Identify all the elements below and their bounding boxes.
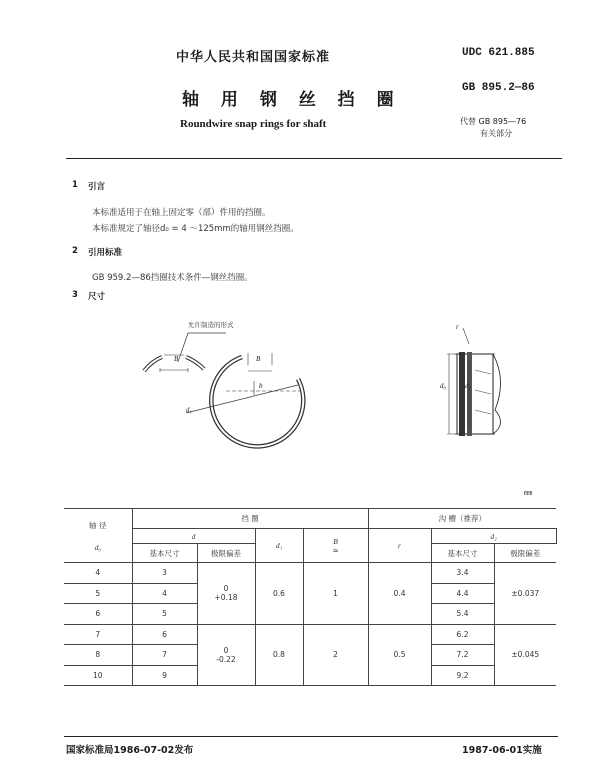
header-B: B ≈ bbox=[303, 529, 368, 563]
label-d0: d₀ bbox=[440, 382, 446, 390]
header-d2-basic: 基本尺寸 bbox=[431, 544, 494, 563]
header-groove: 沟 槽（推荐） bbox=[368, 509, 556, 529]
header-r: r bbox=[368, 529, 431, 563]
table-row: 8 7 7.2 bbox=[64, 645, 556, 666]
header-d2: d₂ bbox=[431, 529, 556, 544]
footer-divider bbox=[64, 736, 558, 737]
replaces-note: 代替 GB 895—76 bbox=[460, 117, 527, 126]
table-row: 6 5 5.4 bbox=[64, 604, 556, 625]
label-B-left: B bbox=[174, 355, 179, 363]
label-b: b bbox=[259, 382, 263, 390]
document-title-english: Roundwire snap rings for shaft bbox=[180, 118, 327, 130]
label-B-right: B bbox=[256, 355, 261, 363]
label-d2: d₂ bbox=[465, 382, 471, 390]
header-d1: d₁ bbox=[255, 529, 303, 563]
replaces-note-2: 有关部分 bbox=[480, 129, 512, 138]
figure-note: 允许制造的形式 bbox=[188, 321, 234, 329]
header-divider bbox=[66, 158, 562, 159]
udc-number: UDC 621.885 bbox=[462, 47, 535, 59]
table-row: 4 3 0 +0.18 0.6 1 0.4 3.4 ±0.037 bbox=[64, 563, 556, 584]
gb-number: GB 895.2—86 bbox=[462, 82, 535, 94]
header-d-basic: 基本尺寸 bbox=[132, 544, 197, 563]
document-title: 轴 用 钢 丝 挡 圈 bbox=[182, 90, 402, 110]
header-ring: 挡 圈 bbox=[132, 509, 368, 529]
section-1-number: 1 bbox=[72, 180, 78, 190]
table-row: 7 6 0 -0.22 0.8 2 0.5 6.2 ±0.045 bbox=[64, 624, 556, 645]
reference-line: GB 959.2—86挡圈技术条件—钢丝挡圈。 bbox=[92, 273, 253, 283]
table-row: 5 4 4.4 bbox=[64, 583, 556, 604]
section-2-title: 引用标准 bbox=[88, 248, 123, 258]
label-d1: d₁ bbox=[186, 406, 192, 414]
header-d2-limit: 极限偏差 bbox=[494, 544, 556, 563]
section-3-number: 3 bbox=[72, 290, 78, 300]
issue-date: 国家标准局1986-07-02发布 bbox=[66, 745, 194, 756]
section-1-title: 引言 bbox=[88, 182, 106, 192]
header-shaft-dia: 轴 径 d₀ bbox=[64, 509, 132, 563]
standard-title: 中华人民共和国国家标准 bbox=[176, 50, 331, 65]
section-3-title: 尺寸 bbox=[88, 292, 106, 302]
ring-drawing bbox=[130, 315, 330, 455]
header-d-limit: 极限偏差 bbox=[197, 544, 255, 563]
dimension-table bbox=[64, 508, 557, 686]
intro-line-2: 本标准规定了轴径d₀ = 4 ～125mm的轴用钢丝挡圈。 bbox=[92, 224, 299, 234]
intro-line-1: 本标准适用于在轴上固定零（部）件用的挡圈。 bbox=[92, 208, 271, 218]
implementation-date: 1987-06-01实施 bbox=[462, 745, 542, 756]
label-r: r bbox=[456, 323, 459, 331]
table-row: 10 9 9.2 bbox=[64, 665, 556, 686]
section-2-number: 2 bbox=[72, 246, 78, 256]
unit-label: mm bbox=[524, 490, 533, 498]
header-d: d bbox=[132, 529, 255, 544]
